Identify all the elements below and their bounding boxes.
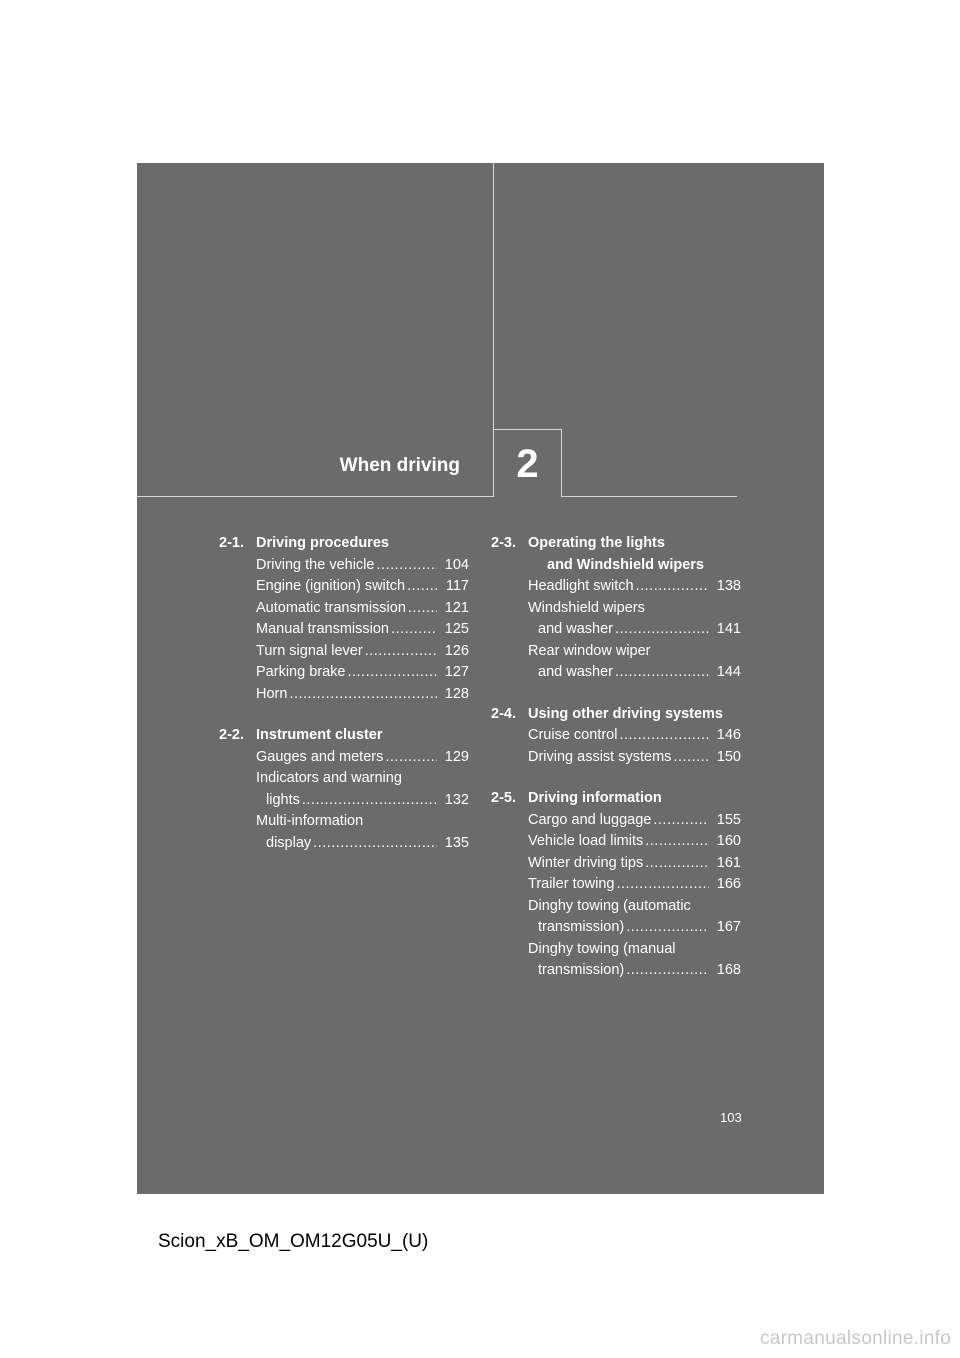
section-title: Using other driving systems	[528, 705, 723, 722]
dot-leader	[615, 619, 709, 641]
entry-page-number: 166	[716, 876, 741, 892]
entry-page-number: 155	[716, 811, 741, 828]
entry-title: Winter driving tips	[528, 854, 644, 871]
dot-leader	[645, 831, 709, 853]
toc-entry[interactable]	[219, 641, 469, 663]
entry-title: and washer	[538, 621, 613, 637]
entry-row	[256, 662, 469, 684]
entry-title: Automatic transmission	[256, 599, 406, 616]
dot-leader	[619, 725, 709, 747]
dot-leader	[617, 874, 710, 896]
entry-page-number: 146	[716, 727, 741, 743]
entry-page-number: 141	[716, 621, 741, 637]
section-number: 2-1.	[219, 535, 244, 551]
entry-row	[256, 790, 469, 812]
entry-page-number: 104	[444, 556, 469, 573]
entry-title-line: Indicators and warning	[256, 770, 402, 786]
entry-row	[528, 747, 741, 769]
entry-page-number: 150	[716, 748, 741, 765]
entry-row	[528, 725, 741, 747]
entry-page-number: 160	[716, 833, 741, 849]
entry-row	[528, 810, 741, 832]
toc-entry[interactable]	[491, 831, 741, 853]
entry-row	[528, 960, 741, 982]
entry-title-line: Multi-information	[256, 813, 364, 829]
dot-leader	[653, 810, 709, 832]
entry-title: lights	[266, 791, 300, 808]
entry-row	[528, 619, 741, 641]
toc-entry[interactable]	[491, 939, 741, 982]
toc-entry[interactable]	[219, 555, 469, 577]
entry-title: Manual transmission	[256, 621, 389, 637]
toc-entry[interactable]	[491, 641, 741, 684]
entry-page-number: 126	[444, 642, 469, 659]
entry-title: Driving assist systems	[528, 748, 672, 765]
entry-row	[256, 747, 469, 769]
toc-entry[interactable]	[219, 768, 469, 811]
entry-title: Cargo and luggage	[528, 811, 652, 828]
toc-section	[491, 533, 741, 684]
entry-page-number: 125	[444, 621, 469, 637]
toc-entry[interactable]	[491, 725, 741, 747]
entry-row	[528, 917, 741, 939]
chapter-number: 2	[493, 429, 562, 497]
toc-column-right	[491, 533, 741, 1002]
dot-leader	[673, 747, 709, 769]
entry-title: Parking brake	[256, 664, 346, 680]
toc-entry[interactable]	[491, 576, 741, 598]
toc-entry[interactable]	[491, 598, 741, 641]
page-number: 103	[720, 1110, 742, 1125]
toc-entry[interactable]	[219, 598, 469, 620]
toc-entry[interactable]	[219, 576, 469, 598]
section-heading[interactable]	[219, 533, 469, 555]
dot-leader	[347, 662, 437, 684]
entry-row	[528, 874, 741, 896]
entry-page-number: 138	[716, 578, 741, 594]
entry-page-number: 128	[444, 685, 469, 702]
dot-leader	[376, 555, 437, 577]
section-title-continued: and Windshield wipers	[547, 556, 704, 573]
entry-row	[256, 555, 469, 577]
entry-row	[256, 598, 469, 620]
entry-title-line: Dinghy towing (manual	[528, 940, 676, 957]
toc-section	[491, 788, 741, 982]
entry-row	[528, 576, 741, 598]
section-number: 2-3.	[491, 535, 516, 551]
section-title: Driving information	[528, 790, 662, 806]
entry-title-line: Rear window wiper	[528, 642, 651, 659]
entry-page-number: 132	[444, 791, 469, 808]
watermark: carmanualsonline.info	[760, 1328, 952, 1349]
entry-row	[256, 684, 469, 706]
dot-leader	[626, 960, 709, 982]
entry-row	[256, 833, 469, 855]
entry-page-number: 117	[445, 578, 469, 594]
section-heading[interactable]	[491, 704, 741, 726]
dot-leader	[385, 747, 437, 769]
dot-leader	[636, 576, 709, 598]
toc-entry[interactable]	[219, 684, 469, 706]
entry-title: Cruise control	[528, 727, 618, 743]
entry-title: transmission)	[538, 919, 625, 935]
dot-leader	[391, 619, 437, 641]
chapter-title: When driving	[339, 455, 460, 476]
dot-leader	[313, 833, 437, 855]
toc-column-left	[219, 533, 469, 874]
entry-page-number: 129	[444, 748, 469, 765]
entry-row	[528, 853, 741, 875]
toc-entry[interactable]	[219, 619, 469, 641]
entry-title: Headlight switch	[528, 578, 634, 594]
dot-leader	[626, 917, 709, 939]
toc-entry[interactable]	[491, 810, 741, 832]
toc-entry[interactable]	[491, 874, 741, 896]
section-title: Driving procedures	[256, 535, 389, 551]
dot-leader	[365, 641, 437, 663]
toc-entry[interactable]	[219, 747, 469, 769]
entry-page-number: 121	[444, 599, 469, 616]
entry-row	[528, 662, 741, 684]
section-heading[interactable]	[491, 533, 741, 555]
entry-title: Driving the vehicle	[256, 556, 375, 573]
dot-leader	[289, 684, 437, 706]
entry-title: Engine (ignition) switch	[256, 578, 406, 594]
section-title: Instrument cluster	[256, 727, 383, 743]
entry-row	[256, 576, 469, 598]
entry-title: Vehicle load limits	[528, 833, 644, 849]
entry-page-number: 168	[716, 962, 741, 978]
toc-entry[interactable]	[491, 853, 741, 875]
toc-entry[interactable]	[491, 896, 741, 939]
dot-leader	[408, 598, 437, 620]
entry-page-number: 144	[716, 664, 741, 680]
section-number: 2-4.	[491, 705, 516, 722]
entry-row	[528, 831, 741, 853]
dot-leader	[645, 853, 709, 875]
section-number: 2-5.	[491, 790, 516, 806]
section-heading[interactable]	[491, 788, 741, 810]
toc-section	[219, 533, 469, 705]
entry-title: Gauges and meters	[256, 748, 384, 765]
entry-row	[256, 619, 469, 641]
entry-page-number: 127	[444, 664, 469, 680]
entry-title-line: Dinghy towing (automatic	[528, 897, 691, 914]
section-title: Operating the lights	[528, 535, 665, 551]
entry-title: and washer	[538, 664, 613, 680]
entry-row	[256, 641, 469, 663]
entry-title: Trailer towing	[528, 876, 615, 892]
section-number: 2-2.	[219, 727, 244, 743]
toc-section	[219, 725, 469, 854]
entry-title: Horn	[256, 685, 288, 702]
entry-page-number: 135	[444, 834, 469, 851]
dot-leader	[407, 576, 437, 598]
toc-entry[interactable]	[219, 811, 469, 854]
toc-entry[interactable]	[491, 747, 741, 769]
entry-page-number: 167	[716, 919, 741, 935]
document-footer: Scion_xB_OM_OM12G05U_(U)	[158, 1231, 429, 1252]
entry-title: transmission)	[538, 962, 625, 978]
dot-leader	[302, 790, 437, 812]
horizontal-rule	[137, 496, 737, 497]
toc-entry[interactable]	[219, 662, 469, 684]
entry-page-number: 161	[716, 854, 741, 871]
entry-title-line: Windshield wipers	[528, 599, 645, 616]
toc-section	[491, 704, 741, 769]
dot-leader	[615, 662, 709, 684]
section-heading[interactable]	[219, 725, 469, 747]
entry-title: display	[266, 834, 312, 851]
entry-title: Turn signal lever	[256, 642, 363, 659]
